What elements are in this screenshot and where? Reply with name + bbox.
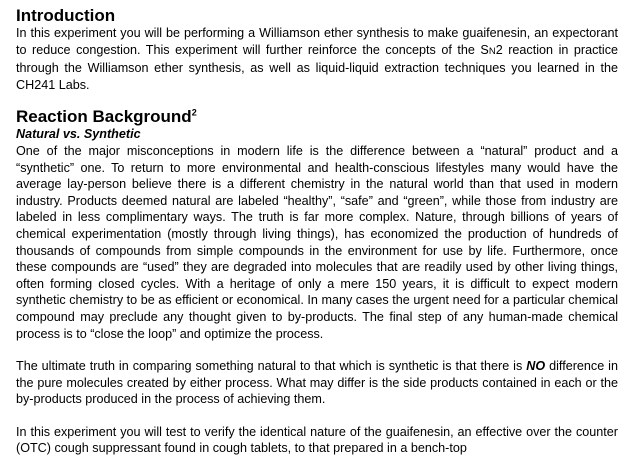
no-emphasis: NO [526,359,546,374]
truth-text-part1: The ultimate truth in comparing something natural to that which is synthetic is that there is [16,359,527,374]
background-paragraph-3: In this experiment you will test to verify the identical nature of the guaifenesin, an effective over the counter (OTC) cough suppressant found in cough tablets, to that prepared in a bench-top [16,424,618,456]
citation-superscript: 2 [191,107,197,118]
truth-text-part2: difference in the pure molecules created by either process. What may differ is the side products contained in each or the by-products produced in the process of achieving them. [16,359,618,407]
introduction-heading: Introduction [16,6,116,25]
natural-vs-synthetic-subheading: Natural vs. Synthetic [16,127,141,142]
spacer [16,93,618,107]
introduction-paragraph [16,25,618,93]
intro-text-part2: 2 reaction in practice through the Williamson ether synthesis, as well as liquid-liquid extraction techniques you learned in the CH241 Labs. [16,42,618,92]
document-page [16,6,618,457]
reaction-background-heading [16,107,618,126]
reaction-background-title: Reaction Background [16,107,192,127]
sn2-subscript: N [488,45,496,57]
spacer [16,408,618,424]
background-paragraph-2 [16,358,618,408]
spacer [16,342,618,358]
intro-text-part1: In this experiment you will be performing a Williamson ether synthesis to make guaifenesin, an expectorant to reduce congestion. This experiment will further reinforce the concepts of the S [16,26,618,57]
background-paragraph-1: One of the major misconceptions in modern life is the difference between a “natural” product and a “synthetic” one. To return to more environmental and health-conscious lifestyles many would have the average lay-person believe there is a different chemistry in the natural world than that used in modern industry. Products deemed natural are labeled “healthy”, “safe” and “green”, while those from industry are labeled in less complimentary ways. The truth is far more complex. Nature, through billions of years of chemical experimentation (mostly through living things), has economized the production of hundreds of thousands of compounds from simple compounds in the environment for use by life. Furthermore, once these compounds are “used” they are degraded into molecules that are readily used by other living things, often forming closed cycles. With a heritage of only a mere 150 years, it is difficult to expect modern synthetic chemistry to be as efficient or economical. In many cases the urgent need for a particular chemical compound may preclude any thought given to by-products. The final step of any human-made chemical process is to “close the loop” and optimize the process. [16,143,618,341]
